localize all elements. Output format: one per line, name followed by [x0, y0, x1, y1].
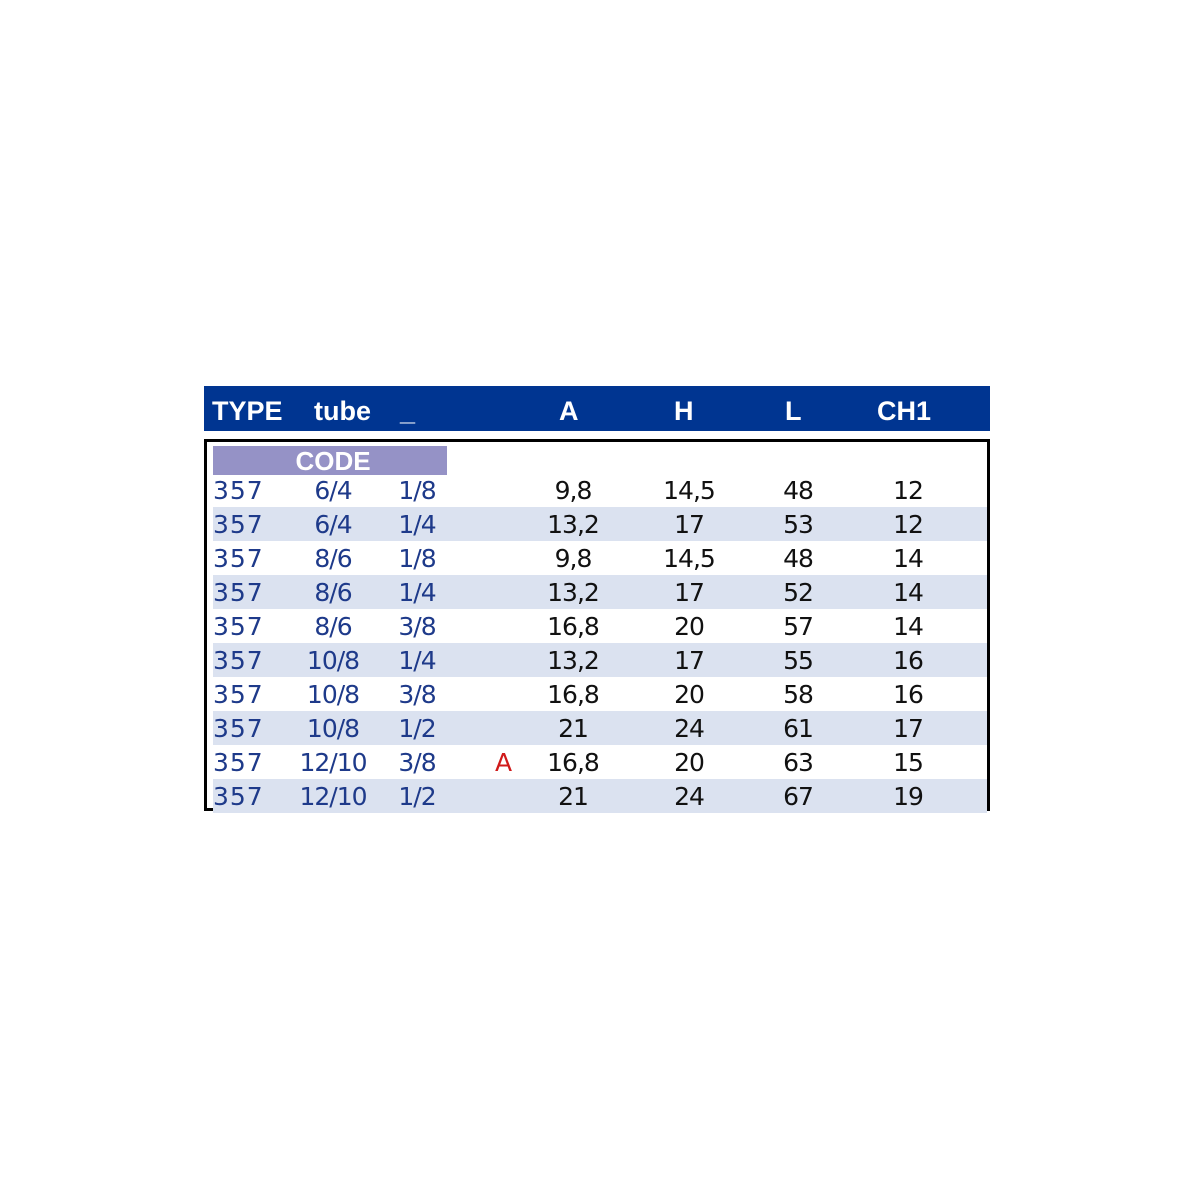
- cell-h: 17: [674, 646, 704, 675]
- cell-l: 55: [783, 646, 813, 675]
- code-label: CODE: [295, 446, 371, 476]
- cell-thread: 1/4: [398, 510, 436, 539]
- cell-mark: [483, 609, 523, 643]
- cell-type: 357: [213, 578, 264, 607]
- cell-ch1: 14: [893, 612, 923, 641]
- header-a: A: [559, 396, 579, 426]
- cell-a: 16,8: [547, 612, 599, 641]
- cell-l: 48: [783, 544, 813, 573]
- cell-h: 20: [674, 748, 704, 777]
- cell-mark: [483, 473, 523, 507]
- cell-thread: 1/8: [398, 476, 436, 505]
- cell-mark: [483, 779, 523, 813]
- cell-mark: [483, 711, 523, 745]
- table-row: [213, 643, 987, 677]
- cell-thread: 1/4: [398, 646, 436, 675]
- cell-h: 24: [674, 782, 704, 811]
- header-type: TYPE: [212, 396, 283, 426]
- table-row: [213, 745, 987, 779]
- cell-type: 357: [213, 714, 264, 743]
- cell-h: 17: [674, 510, 704, 539]
- cell-h: 20: [674, 680, 704, 709]
- cell-ch1: 19: [893, 782, 923, 811]
- cell-type: 357: [213, 680, 264, 709]
- header-h: H: [674, 396, 694, 426]
- cell-tube: 8/6: [314, 578, 352, 607]
- cell-mark: [483, 507, 523, 541]
- cell-tube: 8/6: [314, 612, 352, 641]
- cell-a: 9,8: [554, 476, 592, 505]
- cell-l: 52: [783, 578, 813, 607]
- cell-type: 357: [213, 612, 264, 641]
- table-row: [213, 507, 987, 541]
- cell-ch1: 14: [893, 578, 923, 607]
- cell-ch1: 16: [893, 646, 923, 675]
- data-table: [204, 439, 990, 811]
- cell-ch1: 12: [893, 476, 923, 505]
- cell-l: 53: [783, 510, 813, 539]
- cell-tube: 10/8: [306, 646, 360, 675]
- cell-mark: [483, 677, 523, 711]
- cell-tube: 6/4: [314, 476, 352, 505]
- code-band: [213, 446, 447, 475]
- cell-thread: 1/4: [398, 578, 436, 607]
- cell-a: 13,2: [547, 510, 599, 539]
- cell-thread: 3/8: [398, 748, 436, 777]
- cell-mark: [483, 541, 523, 575]
- cell-tube: 10/8: [306, 714, 360, 743]
- cell-tube: 12/10: [299, 782, 367, 811]
- cell-ch1: 15: [893, 748, 923, 777]
- cell-a: 21: [558, 714, 588, 743]
- cell-thread: 3/8: [398, 680, 436, 709]
- cell-h: 14,5: [663, 544, 715, 573]
- cell-ch1: 12: [893, 510, 923, 539]
- cell-h: 20: [674, 612, 704, 641]
- cell-a: 21: [558, 782, 588, 811]
- cell-tube: 10/8: [306, 680, 360, 709]
- header-l: L: [785, 396, 802, 426]
- header-thread: _: [400, 396, 416, 426]
- table-row: [213, 575, 987, 609]
- table-row: [213, 609, 987, 643]
- cell-a: 9,8: [554, 544, 592, 573]
- cell-type: 357: [213, 782, 264, 811]
- cell-thread: 1/2: [398, 782, 436, 811]
- cell-thread: 1/8: [398, 544, 436, 573]
- cell-a: 13,2: [547, 646, 599, 675]
- cell-tube: 12/10: [299, 748, 367, 777]
- header-ch1: CH1: [877, 396, 932, 426]
- cell-h: 24: [674, 714, 704, 743]
- cell-l: 67: [783, 782, 813, 811]
- cell-mark: A: [494, 748, 512, 777]
- cell-a: 16,8: [547, 748, 599, 777]
- cell-mark: [483, 643, 523, 677]
- cell-type: 357: [213, 476, 264, 505]
- cell-thread: 1/2: [398, 714, 436, 743]
- cell-l: 58: [783, 680, 813, 709]
- cell-type: 357: [213, 646, 264, 675]
- cell-mark: [483, 575, 523, 609]
- cell-ch1: 14: [893, 544, 923, 573]
- cell-l: 63: [783, 748, 813, 777]
- cell-ch1: 16: [893, 680, 923, 709]
- header-tube: tube: [314, 396, 371, 426]
- cell-type: 357: [213, 748, 264, 777]
- table-row: [213, 541, 987, 575]
- table-row: [213, 779, 987, 813]
- cell-tube: 6/4: [314, 510, 352, 539]
- cell-l: 48: [783, 476, 813, 505]
- cell-a: 16,8: [547, 680, 599, 709]
- table-row: [213, 473, 987, 507]
- table-row: [213, 677, 987, 711]
- cell-type: 357: [213, 544, 264, 573]
- cell-a: 13,2: [547, 578, 599, 607]
- cell-l: 61: [783, 714, 813, 743]
- cell-tube: 8/6: [314, 544, 352, 573]
- cell-type: 357: [213, 510, 264, 539]
- cell-ch1: 17: [893, 714, 923, 743]
- cell-l: 57: [783, 612, 813, 641]
- cell-h: 14,5: [663, 476, 715, 505]
- cell-h: 17: [674, 578, 704, 607]
- table-row: [213, 711, 987, 745]
- table-header-bar: [204, 386, 990, 431]
- cell-thread: 3/8: [398, 612, 436, 641]
